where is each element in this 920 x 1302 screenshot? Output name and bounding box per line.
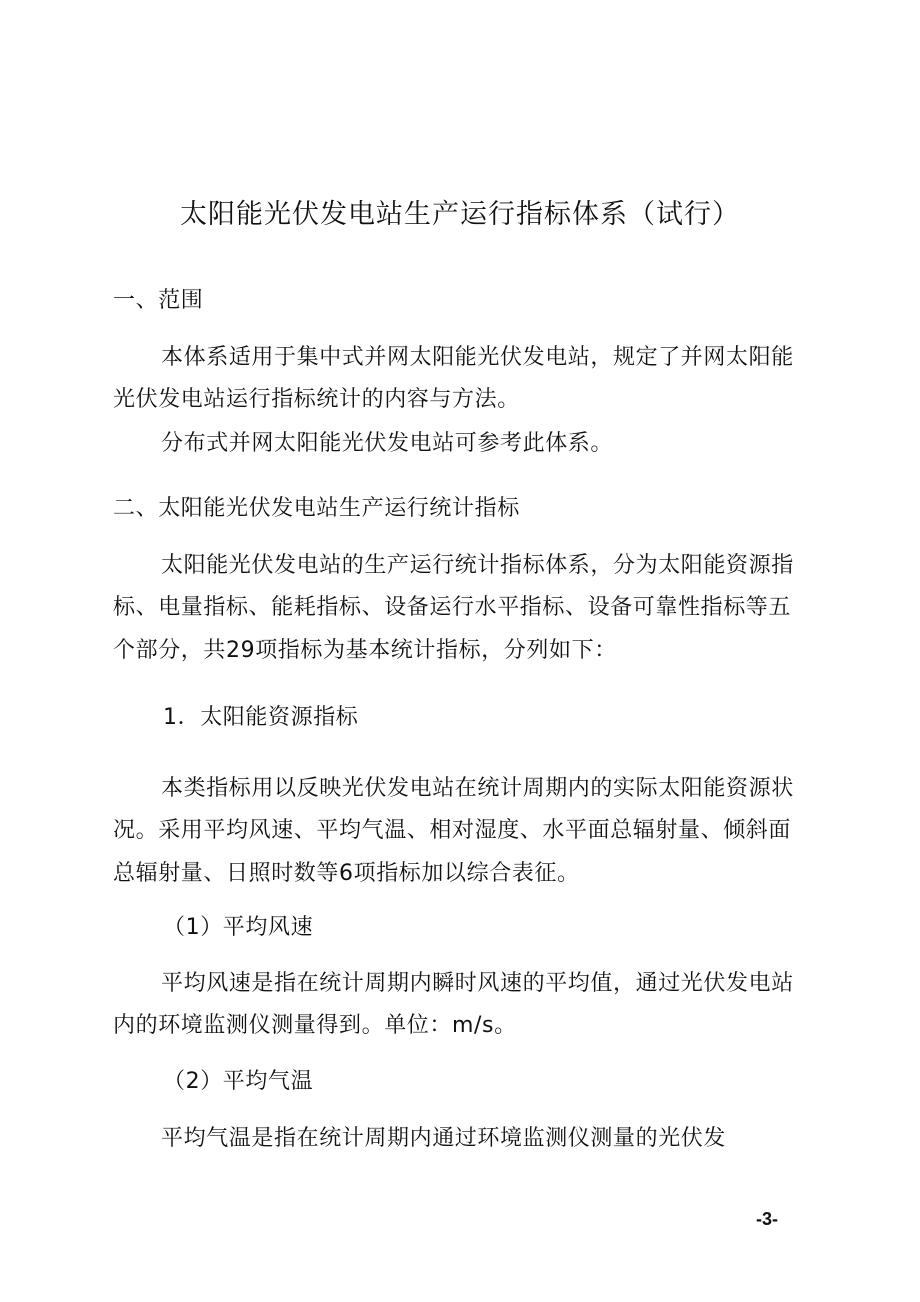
solar-resource-paragraph-line-3: 总辐射量、日照时数等6项指标加以综合表征。 bbox=[113, 861, 580, 886]
scope-paragraph-line-2: 光伏发电站运行指标统计的内容与方法。 bbox=[113, 387, 520, 412]
section-heading-scope: 一、范围 bbox=[113, 288, 204, 313]
subsection-heading-solar-resource: 1．太阳能资源指标 bbox=[163, 705, 359, 730]
wind-speed-paragraph-line-1: 平均风速是指在统计周期内瞬时风速的平均值，通过光伏发电站 bbox=[161, 971, 794, 996]
item-heading-average-temperature: （2）平均气温 bbox=[163, 1069, 314, 1094]
scope-paragraph-line-1: 本体系适用于集中式并网太阳能光伏发电站，规定了并网太阳能 bbox=[161, 345, 794, 370]
item-heading-average-wind-speed: （1）平均风速 bbox=[163, 915, 314, 940]
indicators-paragraph-line-2: 标、电量指标、能耗指标、设备运行水平指标、设备可靠性指标等五 bbox=[113, 595, 792, 620]
solar-resource-paragraph-line-1: 本类指标用以反映光伏发电站在统计周期内的实际太阳能资源状 bbox=[161, 776, 794, 801]
wind-speed-paragraph-line-2: 内的环境监测仪测量得到。单位：m/s。 bbox=[113, 1013, 517, 1038]
indicators-paragraph-line-3: 个部分，共29项指标为基本统计指标，分列如下： bbox=[113, 638, 617, 663]
document-title: 太阳能光伏发电站生产运行指标体系（试行） bbox=[180, 199, 740, 230]
page-number: -3- bbox=[756, 1209, 778, 1229]
scope-paragraph-2: 分布式并网太阳能光伏发电站可参考此体系。 bbox=[161, 431, 614, 456]
indicators-paragraph-line-1: 太阳能光伏发电站的生产运行统计指标体系，分为太阳能资源指 bbox=[161, 553, 794, 578]
section-heading-indicators: 二、太阳能光伏发电站生产运行统计指标 bbox=[113, 496, 520, 521]
solar-resource-paragraph-line-2: 况。采用平均风速、平均气温、相对湿度、水平面总辐射量、倾斜面 bbox=[113, 818, 792, 843]
temperature-paragraph-line-1: 平均气温是指在统计周期内通过环境监测仪测量的光伏发 bbox=[161, 1126, 727, 1151]
